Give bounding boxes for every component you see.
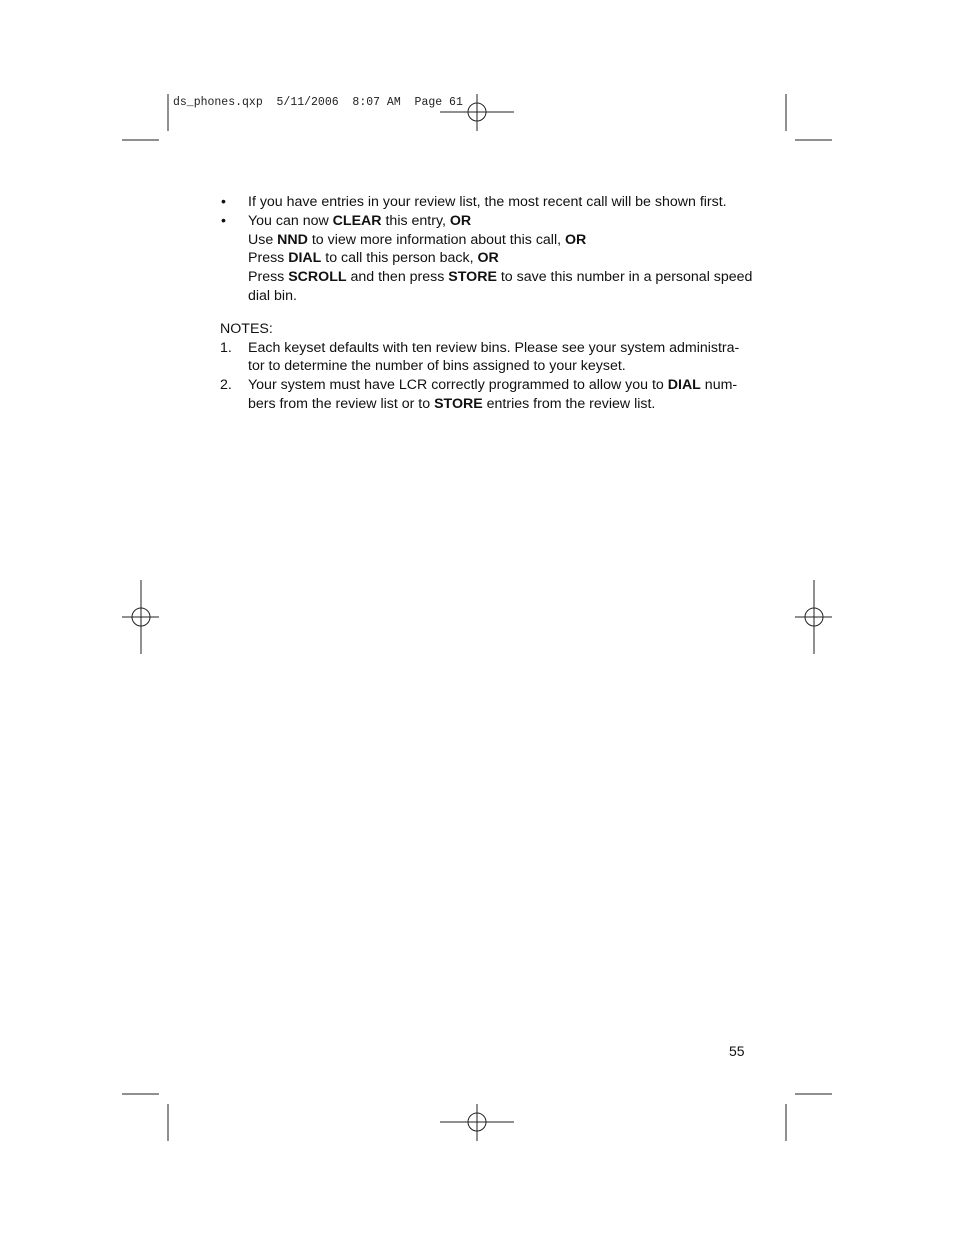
bold-key-label: NND	[277, 231, 308, 248]
bold-key-label: DIAL	[667, 377, 701, 394]
text-run: tor to determine the number of bins assigned to your keyset.	[248, 358, 626, 375]
note-item	[220, 339, 750, 377]
text-run: Your system must have LCR correctly programmed to allow you to	[248, 377, 668, 394]
bullet-line	[248, 268, 753, 287]
note-marker: 2.	[220, 377, 232, 394]
page-number: 55	[729, 1043, 745, 1059]
print-slug: ds_phones.qxp 5/11/2006 8:07 AM Page 61	[173, 96, 463, 109]
text-run: entries from the review list.	[482, 395, 656, 412]
registration-mark-bottom	[440, 1104, 514, 1141]
bullet-line	[248, 193, 750, 212]
note-line	[248, 339, 750, 358]
bullet-line	[248, 231, 750, 250]
text-run: dial bin.	[248, 287, 297, 304]
bullet-marker: •	[221, 194, 226, 210]
bullet-list	[220, 193, 753, 306]
text-run: to save this number in a personal speed	[496, 269, 753, 286]
bullet-line	[248, 249, 750, 268]
text-run: this entry,	[381, 212, 450, 229]
bullet-line	[248, 212, 750, 231]
bullet-item	[220, 193, 750, 212]
bullet-marker: •	[221, 212, 226, 229]
registration-mark-top	[440, 94, 514, 131]
text-run: If you have entries in your review list, the most recent call will be shown first.	[248, 194, 727, 210]
notes-heading: NOTES:	[220, 320, 273, 337]
note-line	[248, 357, 750, 376]
text-run: to call this person back,	[321, 250, 478, 267]
note-item	[220, 376, 750, 414]
bold-key-label: DIAL	[288, 250, 322, 267]
note-marker: 1.	[220, 339, 232, 356]
bold-key-label: OR	[565, 231, 587, 248]
bullet-line	[248, 287, 750, 306]
bold-key-label: SCROLL	[288, 269, 347, 286]
note-line	[248, 395, 750, 414]
text-run: Each keyset defaults with ten review bins. Please see your system administra-	[248, 339, 740, 356]
bold-key-label: STORE	[434, 395, 483, 412]
text-run: to view more information about this call,	[307, 231, 565, 248]
bold-key-label: OR	[477, 250, 499, 267]
registration-mark-left	[122, 580, 159, 654]
bold-key-label: CLEAR	[332, 212, 382, 229]
text-run: You can now	[248, 212, 333, 229]
bold-key-label: OR	[449, 212, 472, 229]
note-line	[248, 376, 750, 395]
bullet-item	[220, 212, 753, 306]
text-run: Use	[248, 231, 278, 248]
text-run: Press	[248, 269, 289, 286]
text-run: num-	[700, 377, 738, 394]
text-run: Press	[248, 250, 289, 267]
body-text	[220, 193, 753, 414]
bold-key-label: STORE	[448, 269, 497, 286]
notes-list	[220, 339, 750, 414]
text-run: bers from the review list or to	[248, 395, 435, 412]
registration-mark-right	[795, 580, 832, 654]
text-run: and then press	[346, 269, 449, 286]
